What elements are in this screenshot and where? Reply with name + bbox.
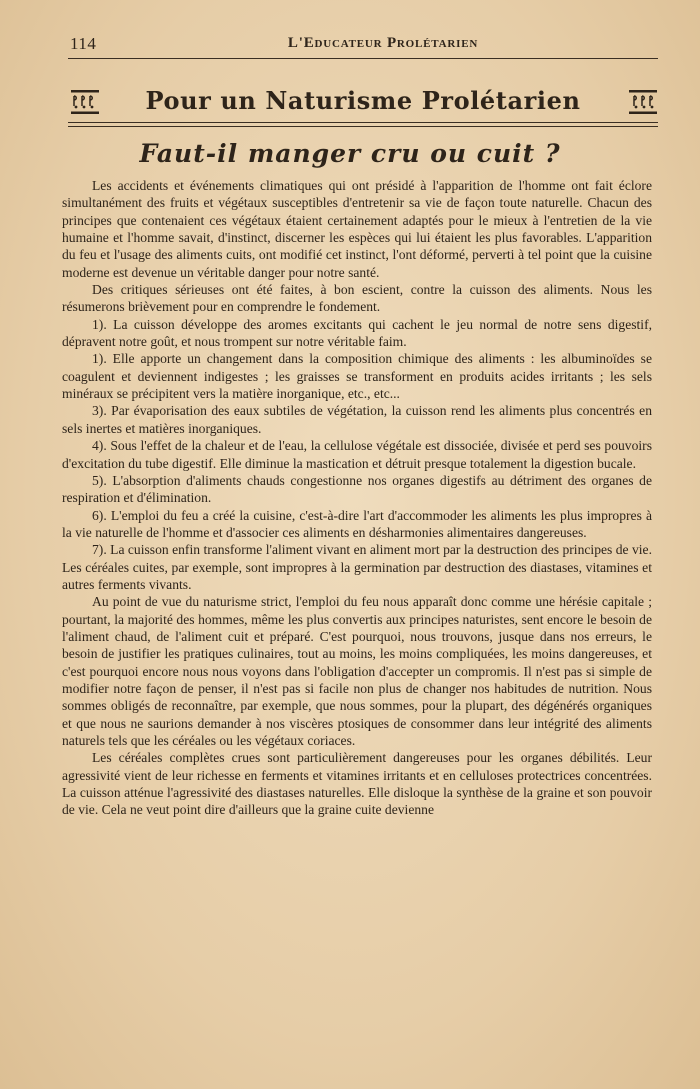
paragraph: Les accidents et événements climatiques qui ont présidé à l'apparition de l'homme ont fait éclore simultanément des fruits et végétaux susceptibles d'entretenir sa vie de façon toute naturelle. Chacun des principes que contenaient ces végétaux étaient certainement adaptés pour le mieux à l'entretien de la vie humaine et l'homme savait, d'instinct, discerner les espèces qui lui étaient les plus favorables. L'apparition du feu et l'usage des aliments cuits, ont modifié cet instinct, l'ont déformé, perverti à tel point que la cuisine moderne est devenue un véritable danger pour notre santé. (62, 178, 652, 280)
journal-title: L'Educateur Prolétarien (287, 35, 479, 51)
paragraph: 3). Par évaporisation des eaux subtiles de végétation, la cuisson rend les aliments plus concentrés en sels inertes et matières inorganiques. (62, 403, 652, 436)
paragraph: Au point de vue du naturisme strict, l'emploi du feu nous apparaît donc comme une hérésie capitale ; pourtant, la majorité des hommes, même les plus convertis aux principes naturistes, sent encore le besoin de l'aliment chaud, de l'aliment cuit et préparé. C'est pourquoi, nous trouvons, jusque dans nos erreurs, le besoin de justifier les pratiques culinaires, tout au moins, les moins compliquées, les moins dangereuses, et c'est pourquoi encore nous nous voyons dans l'obligation d'accepter un compromis. Il n'est pas si simple de modifier notre façon de penser, il n'est pas si facile non plus de changer nos habitudes de nutrition. Nous sommes obligés de reconnaître, par exemple, que nous sommes, pour la plupart, des dégénérés organiques et que nous ne saurions demander à nos viscères ptosiques de consommer dans leur intégrité des aliments naturels tels que les céréales ou les végétaux coriaces. (62, 594, 652, 748)
paragraph: Les céréales complètes crues sont particulièrement dangereuses pour les organes débilités. Leur agressivité vient de leur richesse en ferments et vitamines irritants et en celluloses protectrices concentrées. La cuisson atténue l'agressivité des diastases naturelles. Elle disloque la synthèse de la graine et son pouvoir de vie. Cela ne veut point dire d'ailleurs que la graine cuite devienne (62, 750, 652, 818)
article-title: Faut-il manger cru ou cuit ? (139, 139, 561, 168)
paragraph: Des critiques sérieuses ont été faites, à bon escient, contre la cuisson des aliments. Nous les résumerons brièvement pour en comprendre le fondement. (62, 282, 652, 315)
paragraph: 6). L'emploi du feu a créé la cuisine, c'est-à-dire l'art d'accommoder les aliments les plus impropres à la vie naturelle de l'homme et d'associer ces aliments en désharmonies alimentaires dangereuses. (62, 507, 652, 540)
ornament-right-icon (628, 88, 658, 116)
paragraph: 4). Sous l'effet de la chaleur et de l'eau, la cellulose végétale est dissociée, divisée et perd ses pouvoirs d'excitation du tube digestif. Elle diminue la mastication et détruit presque totalement la digestion bucale. (62, 438, 652, 471)
page-number: 114 (70, 34, 97, 53)
paragraph: 7). La cuisson enfin transforme l'aliment vivant en aliment mort par la destruction des principes de vie. Les céréales cuites, par exemple, sont impropres à la germination par destruction des diastases, vitamines et autres ferments vivants. (62, 542, 652, 592)
paragraph: 5). L'absorption d'aliments chauds congestionne nos organes digestifs au détriment des organes de respiration et d'élimination. (62, 472, 652, 506)
article-body (62, 177, 652, 819)
paragraph: 1). La cuisson développe des aromes excitants qui cachent le jeu normal de notre sens digestif, dépravent notre goût, et nous trompent sur notre véritable faim. (62, 316, 652, 350)
rubric-banner (68, 82, 658, 127)
paragraph: 1). Elle apporte un changement dans la composition chimique des aliments : les albuminoïdes se coagulent et deviennent indigestes ; les graisses se transforment en produits acides irritants ; les sels minéraux se précipitent vers la matière inorganique, etc., etc... (62, 351, 652, 402)
running-header (68, 30, 658, 59)
rubric-title: Pour un Naturisme Prolétarien (145, 86, 581, 115)
